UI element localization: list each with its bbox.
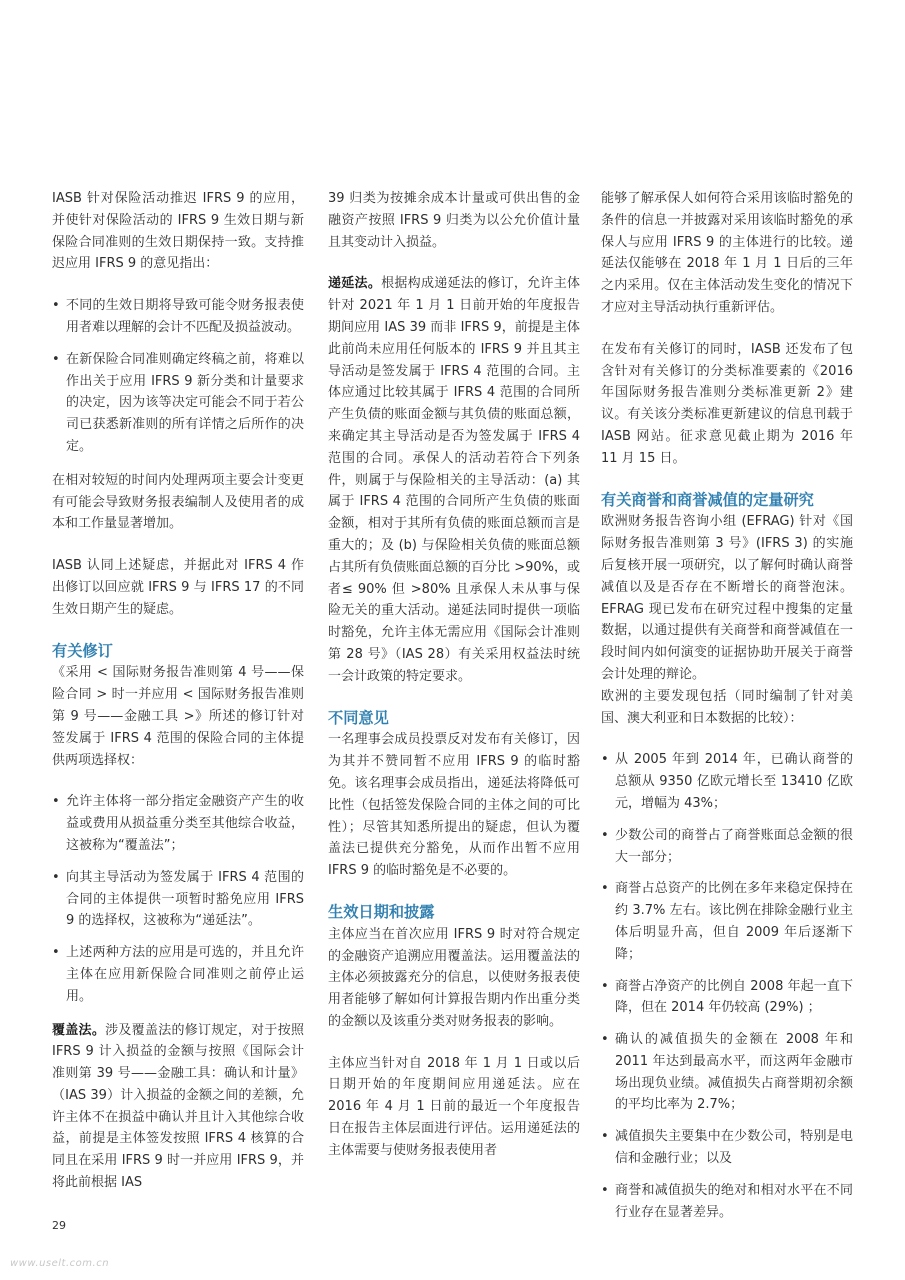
list-item: • 上述两种方法的应用是可选的，并且允许主体在应用新保险合同准则之前停止运用。 bbox=[52, 942, 304, 1007]
list-item: • 少数公司的商誉占了商誉账面总金额的很大一部分； bbox=[601, 825, 853, 869]
paragraph-dissenting-opinion: 一名理事会成员投票反对发布有关修订，因为其并不赞同暂不应用 IFRS 9 的临时豁免。该名理事会成员指出，递延法将降低可比性（包括签发保险合同的主体之间的可比性）；尽管其知悉所提出的疑虑，但认为覆盖法已提供充分豁免，从而作出暂不应用 IFRS 9 的临时豁免是不必要的。 bbox=[328, 732, 580, 879]
paragraph-taxonomy-update: 在发布有关修订的同时，IASB 还发布了包含针对有关修订的分类标准要素的《2016 年国际财务报告准则分类标准更新 2》建议。有关该分类标准更新建议的信息刊载于 IASB 网站。征求意见截止期为 2016 年 11 月 15 日。 bbox=[601, 341, 853, 466]
list-item: • 在新保险合同准则确定终稿之前，将难以作出关于应用 IFRS 9 新分类和计量要求的决定，因为该等决定可能会不同于若公司已获悉新准则的所有详情之后所作的决定。 bbox=[52, 349, 304, 458]
overlay-approach-text: 涉及覆盖法的修订规定，对于按照 IFRS 9 计入损益的金额与按照《国际会计准则第 39 号——金融工具：确认和计量》（IAS 39）计入损益的金额之间的差额，允许主体不在损益中确认并且计入其他综合收益，前提是主体签发按照 IFRS 4 核算的合同且在采用 IFRS 9 时一并应用 IFRS 9，并将此前根据 IAS bbox=[52, 1022, 304, 1191]
heading-effective-date: 生效日期和披露 bbox=[328, 902, 435, 921]
heading-dissenting-opinion: 不同意见 bbox=[328, 708, 389, 727]
list-item: • 允许主体将一部分指定金融资产产生的收益或费用从损益重分类至其他综合收益，这被称为“覆盖法”； bbox=[52, 791, 304, 856]
deferral-approach-text: 根据构成递延法的修订，允许主体针对 2021 年 1 月 1 日前开始的年度报告期间应用 IAS 39 而非 IFRS 9，前提是主体此前尚未应用任何版本的 IFRS 9 并且其主导活动是签发属于 IFRS 4 范围的合同。主体应通过比较其属于 IFRS 4 范围的合同所产生负债的账面金额与其负债的账面总额，来确定其主导活动是否为签发属于 IFRS 4 范围的合同。承保人的活动若符合下列条件，则属于与保险相关的主导活动：(a) 其属于 IFRS 4 范围的合同所产生负债的账面金额，相对于其所有负债的账面总额而言是重大的；及 (b) 与保险相关负债的账面总额占其所有负债账面总额的百分比 >90%，或者≤ 90% 但 >80% 且承保人未从事与保险无关的重大活动。递延法同时提供一项临时豁免，允许主体无需应用《国际会计准则第 28 号》（IAS 28）有关采用权益法时统一会计政策的特定要求。 bbox=[328, 276, 580, 684]
paragraph-efrag-study: 欧洲财务报告咨询小组 (EFRAG) 针对《国际财务报告准则第 3 号》(IFRS 3) 的实施后复核开展一项研究，以了解何时确认商誉减值以及是否存在不断增长的商誉泡沫。EFRAG 现已发布在研究过程中搜集的定量数据，以通过提供有关商誉和商誉减值在一段时间内如何演变的证据协助开展关于商誉会计处理的辩论。 bbox=[601, 514, 853, 682]
list-item: • 商誉和减值损失的绝对和相对水平在不同行业存在显著差异。 bbox=[601, 1180, 853, 1224]
column-right bbox=[601, 188, 853, 1235]
paragraph-deferral-background: IASB 针对保险活动推迟 IFRS 9 的应用，并使针对保险活动的 IFRS 9 生效日期与新保险合同准则的生效日期保持一致。支持推迟应用 IFRS 9 的意见指出： bbox=[52, 191, 304, 272]
page-number: 29 bbox=[52, 1219, 66, 1232]
list-item: • 不同的生效日期将导致可能令财务报表使用者难以理解的会计不匹配及损益波动。 bbox=[52, 295, 304, 339]
paragraph-deferral-disclosure: 能够了解承保人如何符合采用该临时豁免的条件的信息一并披露对采用该临时豁免的承保人与应用 IFRS 9 的主体进行的比较。递延法仅能够在 2018 年 1 月 1 日后的三年之内采用。仅在主体活动发生变化的情况下才应对主导活动执行重新评估。 bbox=[601, 191, 853, 315]
options-list bbox=[52, 791, 304, 1007]
paragraph-key-findings: 欧洲的主要发现包括（同时编制了针对美国、澳大利亚和日本数据的比较）： bbox=[601, 688, 853, 726]
list-item: • 商誉占总资产的比例在多年来稳定保持在约 3.7% 左右。该比例在排除金融行业主体后明显升高，但自 2009 年后逐渐下降； bbox=[601, 878, 853, 965]
paragraph-overlay-continued: 39 归类为按摊余成本计量或可供出售的金融资产按照 IFRS 9 归类为以公允价值计量且其变动计入损益。 bbox=[328, 191, 580, 250]
deferral-approach-lead: 递延法。 bbox=[328, 276, 382, 292]
overlay-approach-lead: 覆盖法。 bbox=[52, 1022, 106, 1038]
paragraph-overlay-approach bbox=[52, 1020, 304, 1194]
heading-amendments: 有关修订 bbox=[52, 641, 113, 660]
paragraph-cost-burden: 在相对较短的时间内处理两项主要会计变更有可能会导致财务报表编制人及使用者的成本和工作量显著增加。 bbox=[52, 472, 304, 532]
paragraph-deferral-application: 主体应当针对自 2018 年 1 月 1 日或以后日期开始的年度期间应用递延法。应在 2016 年 4 月 1 日前的最近一个年度报告日在报告主体层面进行评估。运用递延法的主体需要与使财务报表使用者 bbox=[328, 1055, 580, 1158]
list-item: • 向其主导活动为签发属于 IFRS 4 范围的合同的主体提供一项暂时豁免应用 IFRS 9 的选择权，这被称为“递延法”。 bbox=[52, 867, 304, 932]
paragraph-amendments: 《采用 < 国际财务报告准则第 4 号——保险合同 > 时一并应用 < 国际财务报告准则第 9 号——金融工具 >》所述的修订针对签发属于 IFRS 4 范围的保险合同的主体提供两项选择权： bbox=[52, 665, 304, 768]
concerns-list bbox=[52, 295, 304, 458]
paragraph-deferral-approach bbox=[328, 273, 580, 687]
paragraph-effective-date: 主体应当在首次应用 IFRS 9 时对符合规定的金融资产追溯应用覆盖法。运用覆盖法的主体必须披露充分的信息，以使财务报表使用者能够了解如何计算报告期内作出重分类的金额以及该重分类对财务报表的影响。 bbox=[328, 926, 580, 1029]
column-middle bbox=[328, 188, 580, 1182]
watermark: www.uselt.com.cn bbox=[10, 1258, 110, 1269]
list-item: • 商誉占净资产的比例自 2008 年起一直下降，但在 2014 年仍较高 (29%) ； bbox=[601, 976, 853, 1020]
list-item: • 减值损失主要集中在少数公司，特别是电信和金融行业；以及 bbox=[601, 1126, 853, 1170]
list-item: • 确认的减值损失的金额在 2008 年和 2011 年达到最高水平，而这两年金融市场出现负业绩。减值损失占商誉期初余额的平均比率为 2.7%； bbox=[601, 1029, 853, 1116]
list-item: • 从 2005 年到 2014 年，已确认商誉的总额从 9350 亿欧元增长至 13410 亿欧元，增幅为 43%； bbox=[601, 749, 853, 814]
findings-list bbox=[601, 749, 853, 1223]
heading-goodwill-study: 有关商誉和商誉减值的定量研究 bbox=[601, 490, 814, 509]
paragraph-iasb-response: IASB 认同上述疑虑，并据此对 IFRS 4 作出修订以回应就 IFRS 9 与 IFRS 17 的不同生效日期产生的疑虑。 bbox=[52, 558, 304, 617]
column-left bbox=[52, 188, 304, 1214]
